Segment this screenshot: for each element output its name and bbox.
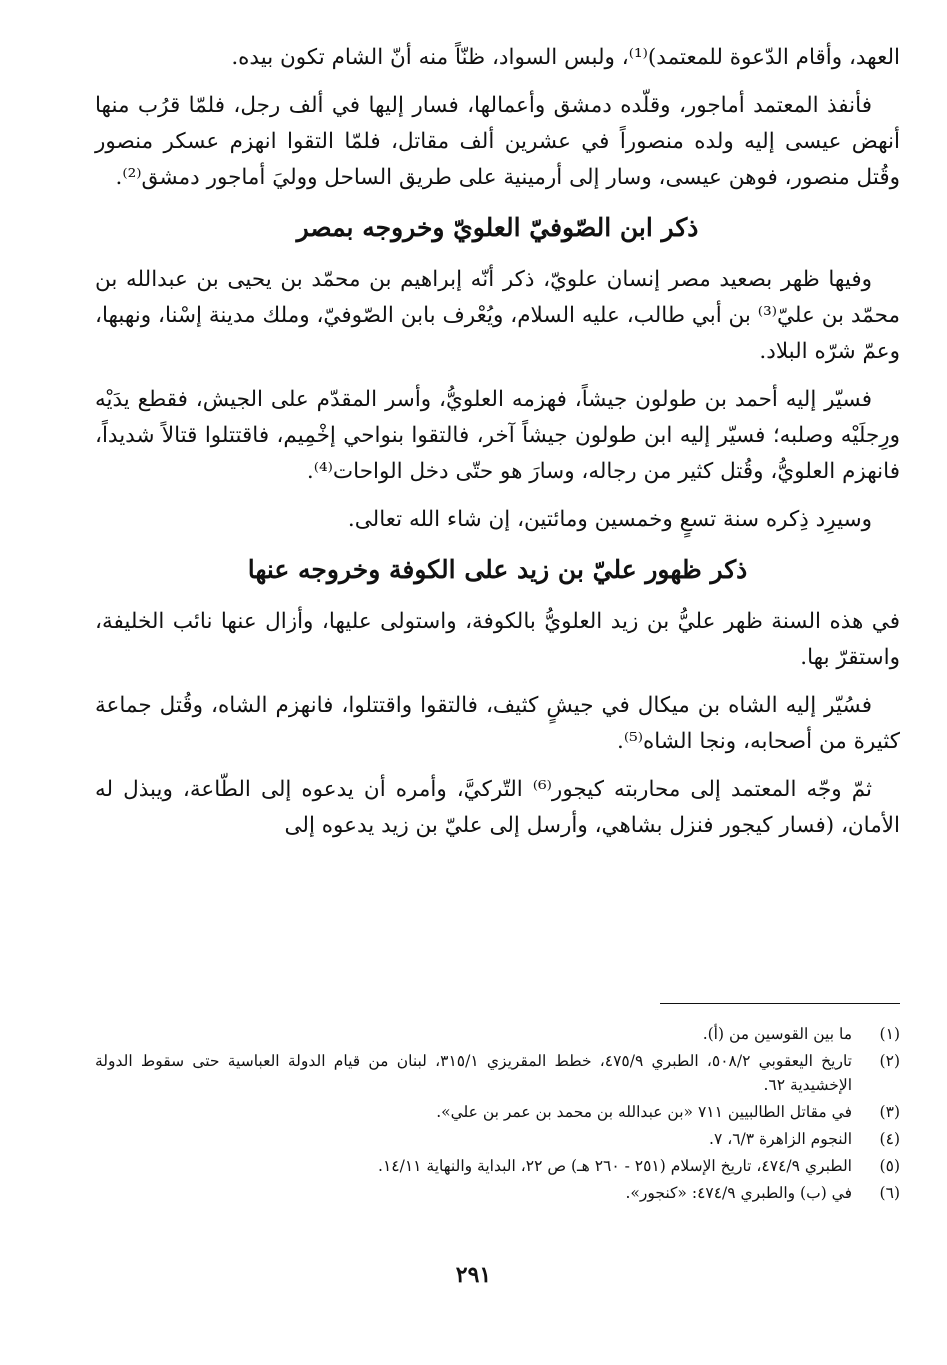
footnote xyxy=(95,1127,900,1151)
footnote-number: (١) xyxy=(879,1025,900,1043)
section-heading-1: ذكر ابن الصّوفيّ العلويّ وخروجه بمصر xyxy=(296,213,699,242)
footnote-text: ما بين القوسين من (أ). xyxy=(702,1025,852,1043)
footnote xyxy=(95,1049,900,1097)
page-body xyxy=(95,40,900,856)
footnote-text: في (ب) والطبري ٤٧٤/٩: «كنجور». xyxy=(625,1184,852,1202)
footnotes xyxy=(95,1003,900,1208)
footnote-number: (٢) xyxy=(879,1052,900,1070)
footnote-number: (٥) xyxy=(879,1157,900,1175)
page-number: ٢٩١ xyxy=(455,1262,492,1288)
paragraph-1: العهد، وأقام الدّعوة للمعتمد)⁽¹⁾، ولبس السواد، ظنّاً منه أنّ الشام تكون بيده. xyxy=(231,45,900,70)
paragraph-6: في هذه السنة ظهر عليُّ بن زيد العلويُّ بالكوفة، واستولى عليها، وأزال عنها نائب الخليفة، واستقرّ بها. xyxy=(95,609,900,670)
footnote xyxy=(95,1100,900,1124)
paragraph-2: فأنفذ المعتمد أماجور، وقلّده دمشق وأعمالها، فسار إليها في ألف رجل، فلمّا قرُب منها أنهض عيسى إليه ولده منصوراً في عشرين ألف مقاتل، فلمّا التقوا انهزم عسكر منصور وقُتل منصور، فوهن عيسى، وسار إلى أرمينية على طريق الساحل ووليَ أماجور دمشق⁽²⁾. xyxy=(95,93,900,190)
footnote xyxy=(95,1154,900,1178)
footnote-text: في مقاتل الطالبيين ٧١١ «بن عبدالله بن محمد بن عمر بن علي». xyxy=(436,1103,852,1121)
paragraph-3: وفيها ظهر بصعيد مصر إنسان علويّ، ذكر أنّه إبراهيم بن محمّد بن يحيى بن عبدالله بن محمّد بن عليّ⁽³⁾ بن أبي طالب، عليه السلام، ويُعْرف بابن الصّوفيّ، وملك مدينة إسْنا، ونهبها، وعمّ شرّه البلاد. xyxy=(95,267,901,364)
paragraph-8: ثمّ وجّه المعتمد إلى محاربته كيجور⁽⁶⁾ التّركيَّ، وأمره أن يدعوه إلى الطّاعة، ويبذل له الأمان، (فسار كيجور فنزل بشاهي، وأرسل إلى عليّ بن زيد يدعوه إلى xyxy=(95,777,900,838)
footnote xyxy=(95,1181,900,1205)
paragraph-5: وسيرِد ذِكره سنة تسعٍ وخمسين ومائتين، إن شاء الله تعالى. xyxy=(347,507,872,532)
footnote-number: (٤) xyxy=(879,1130,900,1148)
footnote-text: الطبري ٤٧٤/٩، تاريخ الإسلام (٢٥١ - ٢٦٠ هـ) ص ٢٢، البداية والنهاية ١٤/١١. xyxy=(378,1157,852,1175)
section-heading-2: ذكر ظهور عليّ بن زيد على الكوفة وخروجه عنها xyxy=(247,555,748,584)
footnote-text: تاريخ اليعقوبي ٥٠٨/٢، الطبري ٤٧٥/٩، خطط المقريزي ٣١٥/١، لبنان من قيام الدولة العباسية حتى سقوط الدولة الإخشيدية ٦٢. xyxy=(95,1052,852,1094)
footnote xyxy=(95,1022,900,1046)
footnote-number: (٣) xyxy=(879,1103,900,1121)
footnote-number: (٦) xyxy=(879,1184,900,1202)
footnote-text: النجوم الزاهرة ٦/٣، ٧. xyxy=(709,1130,852,1148)
footnote-divider xyxy=(660,1003,900,1004)
paragraph-4: فسيّر إليه أحمد بن طولون جيشاً، فهزمه العلويُّ، وأسر المقدّم على الجيش، فقطع يدَيْه ورِجلَيْه وصلبه؛ فسيّر إليه ابن طولون جيشاً آخر، فالتقوا بنواحي إخْمِيم، فاقتتلوا قتالاً شديداً، فانهزم العلويُّ، وقُتل كثير من رجاله، وسارَ هو حتّى دخل الواحات⁽⁴⁾. xyxy=(95,387,900,484)
paragraph-7: فسُيّر إليه الشاه بن ميكال في جيشٍ كثيف، فالتقوا واقتتلوا، فانهزم الشاه، وقُتل جماعة كثيرة من أصحابه، ونجا الشاه⁽⁵⁾. xyxy=(95,693,900,754)
